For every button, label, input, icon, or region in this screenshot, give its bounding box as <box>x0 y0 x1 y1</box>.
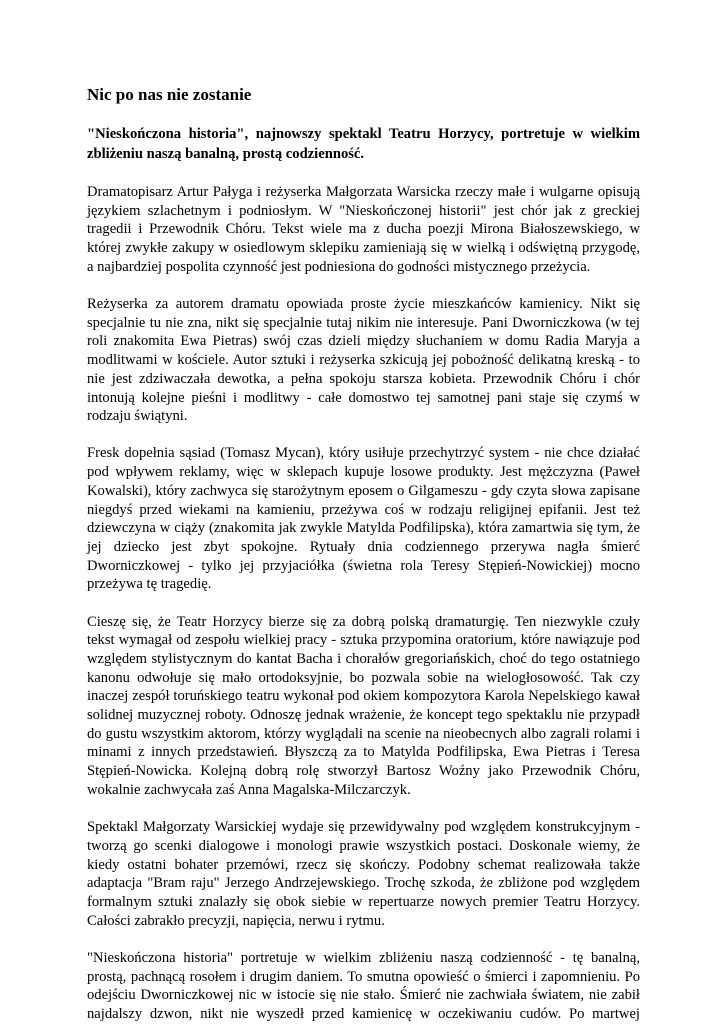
article-title: Nic po nas nie zostanie <box>87 85 252 104</box>
article-lead: "Nieskończona historia", najnowszy spektakl Teatru Horzycy, portretuje w wielkim zbliżeniu naszą banalną, prostą codzienność. <box>87 126 640 162</box>
paragraph-4: Cieszę się, że Teatr Horzycy bierze się za dobrą polską dramaturgię. Ten niezwykle czuły tekst wymagał od zespołu wielkiej pracy - sztuka przypomina oratorium, które nawiązuje pod względem stylistycznym do kantat Bacha i chorałów gregoriańskich, choć do tego ostatniego kanonu odwołuje się mało ortodoksyjnie, bo pozwala sobie na wielogłosowość. Tak czy inaczej zespół toruńskiego teatru wykonał pod okiem kompozytora Karola Nepelskiego kawał solidnej muzycznej roboty. Odnoszę jednak wrażenie, że koncept tego spektaklu nie przypadł do gustu wszystkim aktorom, którzy wyglądali na scenie na nieobecnych albo zagrali rolami i minami z innych przedstawień. Błyszczą za to Matylda Podfilipska, Ewa Pietras i Teresa Stępień-Nowicka. Kolejną dobrą rolę stworzył Bartosz Woźny jako Przewodnik Chóru, wokalnie zachwycała zaś Anna Magalska-Milczarczyk. <box>87 613 640 798</box>
paragraph-1: Dramatopisarz Artur Pałyga i reżyserka Małgorzata Warsicka rzeczy małe i wulgarne opisują językiem szlachetnym i podniosłym. W "Nieskończonej historii" jest chór jak z greckiej tragedii i Przewodnik Chóru. Tekst wiele ma z ducha poezji Mirona Białoszewskiego, w której zwykłe zakupy w osiedlowym sklepiku zamieniają się w wielką i odświętną przygodę, a najbardziej pospolita czynność jest podniesiona do godności mistycznego przeżycia. <box>87 184 640 275</box>
paragraph-2: Reżyserka za autorem dramatu opowiada proste życie mieszkańców kamienicy. Nikt się specjalnie tu nie zna, nikt się specjalnie tutaj nikim nie interesuje. Pani Dworniczkowa (w tej roli znakomita Ewa Pietras) swój czas dzieli między słuchaniem w domu Radia Maryja a modlitwami w kościele. Autor sztuki i reżyserka szkicują jej pobożność delikatną kreską - to nie jest zdziwaczała dewotka, a pełna spokoju starsza kobieta. Przewodnik Chóru i chór intonują kolejne pieśni i modlitwy - całe domostwo tej samotnej pani staje się czymś w rodzaju świątyni. <box>87 296 640 425</box>
document-page <box>87 84 640 1024</box>
paragraph-5: Spektakl Małgorzaty Warsickiej wydaje się przewidywalny pod względem konstrukcyjnym - tworzą go scenki dialogowe i monologi prawie wszystkich postaci. Doskonale wiemy, że kiedy ostatni bohater przemówi, rzecz się skończy. Podobny schemat realizowała także adaptacja "Bram raju" Jerzego Andrzejewskiego. Trochę szkoda, że zbliżone pod względem formalnym sztuki znalazły się obok siebie w repertuarze nowych premier Teatru Horzycy. Całości zabrakło precyzji, napięcia, nerwu i rytmu. <box>87 819 640 929</box>
paragraph-6: "Nieskończona historia" portretuje w wielkim zbliżeniu naszą codzienność - tę banalną, prostą, pachnącą rosołem i drugim daniem. To smutna opowieść o śmierci i zapomnieniu. Po odejściu Dworniczkowej nic w istocie się nie stało. Śmierć nie zachwiała światem, nie zabił najdalszy dzwon, nikt nie wyszedł przed kamienicę w oczekiwaniu cudów. Po martwej <box>87 949 640 1022</box>
paragraph-3: Fresk dopełnia sąsiad (Tomasz Mycan), który usiłuje przechytrzyć system - nie chce działać pod wpływem reklamy, więc w sklepach kupuje losowe produkty. Jest mężczyzna (Paweł Kowalski), który zachwyca się starożytnym eposem o Gilgameszu - gdy czyta słowa zapisane niegdyś przed wiekami na kamieniu, przeżywa coś w rodzaju religijnej epifanii. Jest też dziewczyna w ciąży (znakomita jak zwykle Matylda Podfilipska), która zamartwia się tym, że jej dziecko jest zbyt spokojne. Rytuały dnia codziennego przerywa nagła śmierć Dworniczkowej - tylko jej przyjaciółka (świetna rola Teresy Stępień-Nowickiej) mocno przeżywa tę tragedię. <box>87 445 640 593</box>
